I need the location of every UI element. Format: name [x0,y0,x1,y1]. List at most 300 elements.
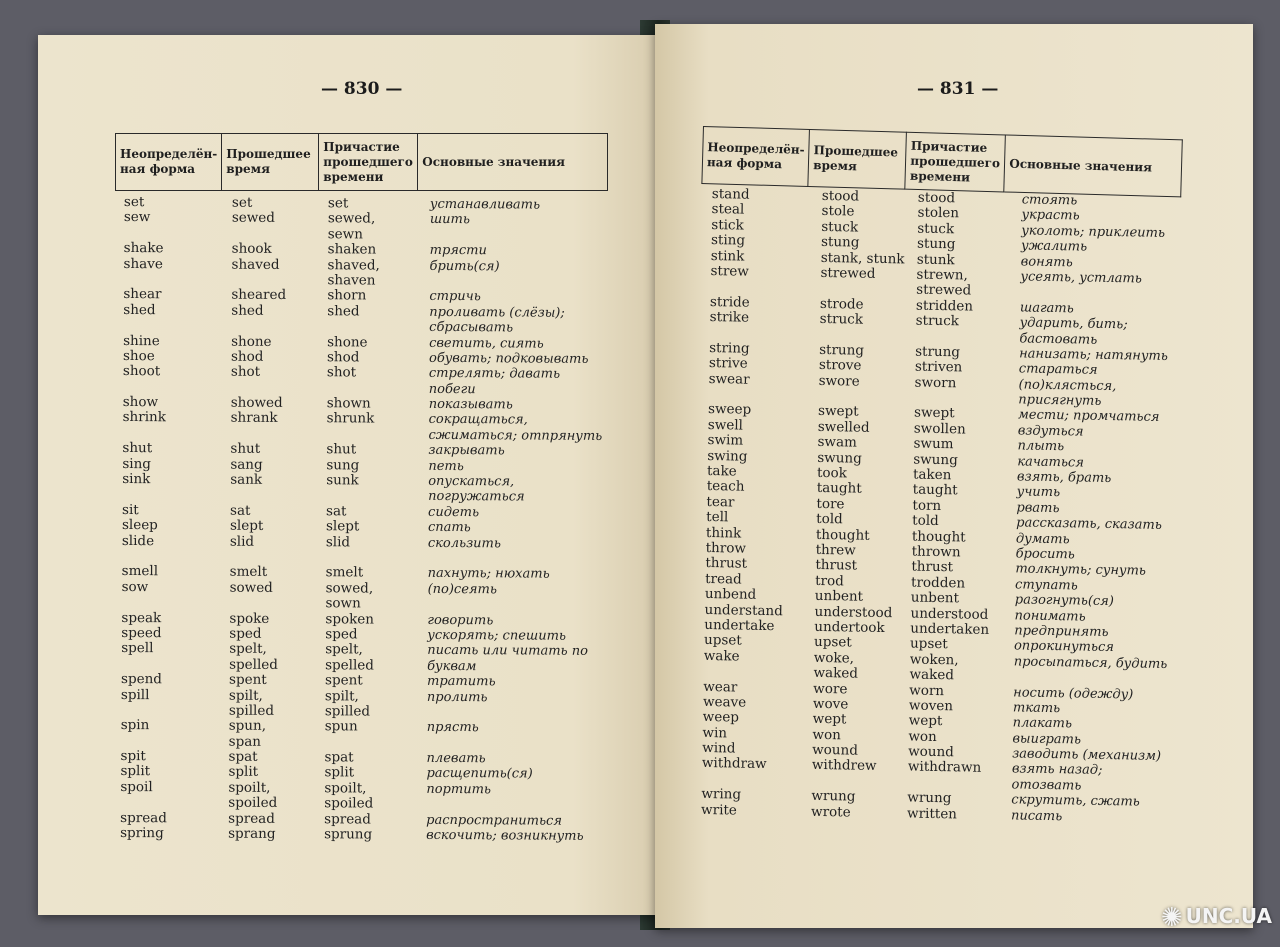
past-simple: told [816,511,843,528]
infinitive: write [700,801,738,819]
meaning: носить (одежду) [1013,684,1134,702]
past-participle: sown [325,595,361,612]
past-participle: spoken [325,610,375,628]
header-infinitive: Неопределён- ная форма [116,134,222,191]
past-participle: shed [327,302,360,320]
past-participle: sowed, [325,580,374,597]
header-past-simple: Прошедшее время [222,134,319,191]
past-simple: sank [230,471,263,488]
table-header [701,126,1182,197]
infinitive: upset [703,632,742,649]
meaning: стараться [1018,361,1098,379]
past-simple: thrust [815,557,858,574]
infinitive: sting [710,232,746,249]
meaning: качаться [1017,454,1085,471]
past-participle: spoilt, [324,780,367,797]
meaning: писать [1010,807,1063,824]
past-participle: thrust [911,558,954,576]
infinitive: swell [707,416,744,434]
meaning: погружаться [428,489,525,505]
past-simple: wept [812,711,847,728]
meaning: портить [426,781,492,798]
meaning: стрелять; давать [428,366,561,382]
infinitive: understand [704,601,783,619]
past-participle: spilt, [324,687,359,704]
past-participle: shaved, [327,256,380,274]
meaning: предпринять [1014,623,1109,640]
past-participle: stolen [917,204,960,222]
meaning: писать или читать по [427,643,589,660]
meaning: спать [427,520,471,536]
past-simple: sped [229,625,262,642]
meaning: заводить (механизм) [1012,746,1162,764]
infinitive: shine [123,332,160,349]
past-participle: slept [325,518,360,535]
past-participle: spoiled [324,795,374,812]
infinitive: smell [121,563,159,580]
past-participle: spelt, [325,641,363,658]
past-simple: struck [819,311,864,328]
meaning: (по)клясться, [1018,377,1117,394]
infinitive: set [123,194,145,211]
past-simple: shed [231,302,264,319]
past-simple: spilled [228,702,275,719]
past-participle: wept [908,712,943,730]
meaning: опрокинуться [1013,638,1115,656]
past-participle: stuck [917,220,955,238]
meaning: отозвать [1011,777,1082,794]
meaning: устанавливать [429,196,541,213]
infinitive: stink [710,247,745,265]
infinitive: shoe [122,347,155,365]
past-simple: waked [813,664,859,682]
meaning: расщепить(ся) [426,766,533,782]
meaning: проливать (слёзы); [429,304,565,321]
infinitive: wake [703,647,740,665]
infinitive: tear [706,493,735,511]
meaning: распространиться [426,812,563,829]
infinitive: shake [123,240,164,257]
meaning: плевать [426,750,486,767]
past-participle: spelled [325,656,375,674]
meaning: взять, брать [1016,469,1112,487]
infinitive: sing [122,455,152,472]
infinitive: string [709,339,750,357]
page-number: — 831 — [917,79,999,99]
past-simple: trod [815,572,844,590]
meaning: сидеть [428,504,480,520]
watermark [1161,903,1272,933]
meaning: шагать [1019,300,1074,317]
meaning: пахнуть; нюхать [427,566,550,582]
header-past-participle: Причастие прошедшего времени [905,132,1006,192]
meaning: просыпаться, будить [1013,654,1168,672]
past-participle: shaven [327,272,376,289]
past-simple: shone [231,333,272,350]
meaning: рвать [1016,500,1060,516]
past-participle: wrung [907,789,952,807]
meaning: показывать [428,396,513,413]
past-simple: span [228,733,262,750]
infinitive: unbend [704,586,757,603]
past-simple: spat [228,748,258,765]
meaning: плакать [1012,715,1073,732]
right-page [655,24,1253,928]
meaning: обувать; подковывать [428,350,589,367]
past-participle: sped [325,626,358,643]
meaning: тратить [426,673,496,690]
infinitive: shear [123,286,162,303]
past-simple: shook [231,240,272,258]
meaning: украсть [1021,207,1080,224]
past-simple: swore [818,372,860,390]
past-simple: spelt, [229,640,267,658]
past-participle: shaken [327,241,377,258]
past-simple: shaved [231,256,280,273]
infinitive: sow [121,578,149,595]
meaning: рассказать, сказать [1016,515,1162,534]
past-simple: swelled [817,418,870,436]
past-participle: stung [916,235,956,253]
past-simple: shrank [230,410,278,427]
infinitive: split [120,763,151,780]
past-participle: smelt [325,564,364,581]
past-simple: smelt [229,564,268,581]
past-participle: swung [913,451,958,468]
past-simple: wore [813,680,848,697]
meaning: брить(ся) [429,258,500,274]
infinitive: shut [122,440,153,457]
past-participle: spread [324,810,371,828]
meaning: закрывать [428,443,505,459]
meaning: вонять [1020,253,1073,270]
past-simple: stung [820,234,860,251]
infinitive: tread [705,570,742,588]
infinitive: spend [120,671,162,688]
infinitive: sweep [707,401,752,419]
meaning: стричь [429,289,481,305]
past-simple: spilt, [228,687,263,704]
past-participle: split [324,764,355,781]
meaning: мести; промчаться [1017,407,1160,426]
past-participle: spun [324,718,358,735]
past-simple: swept [817,403,859,421]
past-simple: wrote [810,803,851,821]
past-simple: slept [229,517,264,535]
meaning: сбрасывать [429,319,514,336]
past-participle: waked [909,666,955,684]
infinitive: shave [123,255,163,272]
infinitive: spread [120,809,167,826]
meaning: выиграть [1012,731,1082,748]
infinitive: wring [701,786,742,803]
meaning: говорить [427,612,494,628]
past-participle: spilled [324,703,371,720]
past-participle: won [908,728,937,745]
past-simple: sheared [231,287,287,304]
infinitive: stride [709,293,750,311]
past-simple: strung [819,341,865,359]
past-simple: spelled [229,656,279,673]
past-simple: sewed [231,210,276,227]
past-participle: stood [917,189,956,207]
meaning: усеять, устлать [1020,269,1142,287]
past-simple: strewed [820,264,876,282]
meaning: ударить, бить; [1019,315,1128,333]
infinitive: swim [707,432,744,449]
past-simple: spoilt, [228,779,271,796]
infinitive: spell [121,640,154,657]
infinitive: stick [711,216,744,234]
infinitive: take [706,462,737,480]
meaning: толкнуть; сунуть [1015,561,1147,580]
past-participle: slid [325,533,351,550]
past-simple: set [231,194,253,211]
past-participle: thought [911,528,966,546]
past-participle: understood [910,605,989,623]
past-participle: written [906,805,958,822]
past-simple: wrung [811,788,856,805]
infinitive: speak [121,609,162,626]
past-simple: swung [817,449,862,467]
infinitive: thrust [705,555,748,573]
meaning: петь [428,458,464,474]
past-simple: withdrew [811,757,877,775]
infinitive: swear [708,370,750,388]
meaning: уколоть; приклеить [1021,223,1166,241]
past-participle: stunk [916,251,955,268]
past-simple: strove [818,357,862,374]
past-simple: won [812,726,841,744]
past-participle: torn [912,497,942,514]
past-simple: wove [812,695,849,713]
past-participle: striven [914,358,963,376]
meaning: взять назад; [1011,761,1103,779]
past-participle: woven [908,697,954,715]
past-participle: strewed [916,281,972,299]
header-past-simple: Прошедшее время [808,129,907,189]
past-participle: sprung [324,826,373,843]
past-participle: strewn, [916,266,968,284]
header-meanings: Основные значения [1004,135,1182,197]
infinitive: throw [705,539,747,557]
past-participle: sat [326,503,347,520]
infinitive: sleep [121,517,158,534]
past-participle: spent [324,672,363,689]
infinitive: speed [121,624,162,642]
infinitive: tell [706,509,729,526]
header-past-participle: Причастие прошедшего времени [319,134,418,191]
meaning: вздуться [1017,423,1084,440]
meaning: скользить [427,535,502,551]
meaning: ступать [1014,577,1078,594]
verb-list [700,186,1169,824]
past-participle: undertaken [910,620,990,638]
past-simple: woke, [813,649,855,667]
past-simple: sang [230,456,263,473]
past-simple: undertook [814,618,885,637]
past-simple: shod [230,348,264,365]
past-participle: sunk [326,472,359,489]
past-participle: trodden [910,574,966,592]
meaning: пролить [426,689,488,705]
past-participle: swollen [913,420,966,438]
past-simple: split [228,764,259,781]
past-participle: taught [912,481,958,499]
past-participle: shone [327,333,368,351]
meaning: стоять [1021,192,1078,209]
past-simple: tore [816,495,845,513]
infinitive: wind [702,739,736,757]
meaning: понимать [1014,607,1086,625]
infinitive: withdraw [701,755,767,773]
past-simple: upset [813,634,852,651]
past-participle: shrunk [326,410,375,428]
meaning: учить [1016,484,1061,501]
past-simple: shot [230,363,261,381]
past-simple: stuck [821,218,859,236]
past-participle: sewed, [327,210,376,227]
past-participle: set [327,195,349,212]
sunburst-icon: ✺ [1160,903,1183,933]
past-simple: sowed [229,579,273,596]
past-participle: shot [326,364,357,381]
infinitive: strike [709,309,750,326]
infinitive: sew [123,209,151,226]
infinitive: swing [707,447,748,465]
verb-list [120,194,603,844]
past-participle: unbent [910,589,960,607]
past-simple: wound [812,741,859,759]
past-participle: shorn [327,287,367,304]
past-participle: strung [915,343,961,361]
infinitive: shed [123,301,156,318]
past-simple: strode [819,295,864,313]
past-simple: swam [817,434,858,451]
past-simple: stood [821,187,860,205]
header-infinitive: Неопределён- ная форма [702,127,810,187]
past-simple: sprang [228,825,276,842]
past-participle: struck [915,312,960,330]
infinitive: undertake [704,616,775,635]
past-participle: shown [326,395,371,412]
past-participle: thrown [911,543,961,561]
infinitive: spring [120,825,164,842]
infinitive: strew [710,262,750,280]
infinitive: spill [120,686,150,703]
header-meanings: Основные значения [418,134,608,191]
meaning: ткать [1012,700,1061,717]
past-simple: took [816,464,848,482]
past-participle: worn [909,682,945,699]
past-simple: stole [821,203,855,220]
past-simple: thought [815,526,870,544]
meaning: плыть [1017,438,1065,455]
past-participle: shut [326,441,357,458]
past-participle: sworn [914,374,957,391]
infinitive: wear [703,678,738,696]
table-header [115,133,608,191]
past-participle: spat [324,749,354,766]
infinitive: sit [122,501,139,518]
past-participle: sewn [327,226,363,243]
past-simple: shut [230,440,261,458]
infinitive: spit [120,748,146,765]
infinitive: teach [706,478,745,496]
meaning: думать [1015,530,1070,547]
infinitive: spin [120,717,150,734]
past-simple: threw [815,541,856,559]
meaning: сокращаться, [428,412,528,428]
meaning: побеги [428,381,476,397]
past-simple: showed [230,394,283,412]
infinitive: shoot [122,363,161,380]
past-simple: spread [228,810,275,827]
past-participle: taken [912,466,952,484]
past-simple: unbent [814,588,864,605]
infinitive: weave [702,693,747,711]
infinitive: slide [121,532,155,549]
meaning: разогнуть(ся) [1014,592,1115,610]
meaning: бросить [1015,546,1075,563]
past-participle: sung [326,456,360,474]
infinitive: win [702,724,728,742]
meaning: сжиматься; отпрянуть [428,427,603,444]
past-participle: upset [909,635,948,653]
meaning: вскочить; возникнуть [426,827,584,844]
past-simple: slid [229,533,255,550]
meaning: ужалить [1020,238,1088,255]
meaning: шить [429,212,470,228]
meaning: светить, сиять [429,335,544,352]
meaning: опускаться, [428,473,515,490]
past-simple: understood [814,603,893,621]
infinitive: steal [711,201,745,218]
past-simple: spun, [228,717,267,735]
past-participle: stridden [915,297,974,315]
infinitive: shrink [122,409,166,426]
infinitive: weep [702,709,740,726]
meaning: скрутить, сжать [1011,792,1140,810]
watermark-text: UNC.UA [1185,904,1272,928]
meaning: буквам [427,658,477,674]
past-simple: spoke [229,610,270,627]
infinitive: stand [711,186,750,203]
left-page [38,35,660,915]
infinitive: sink [122,471,151,488]
past-simple: spoiled [228,794,278,812]
meaning: бастовать [1019,330,1098,348]
past-participle: withdrawn [907,758,982,777]
past-participle: told [912,512,939,530]
infinitive: strive [708,355,748,372]
past-participle: wound [908,743,955,761]
meaning: (по)сеять [427,581,497,598]
infinitive: think [705,524,742,542]
meaning: нанизать; натянуть [1019,346,1169,364]
past-participle: swept [913,405,955,422]
infinitive: show [122,394,159,411]
past-simple: stank, stunk [820,249,905,267]
meaning: ускорять; спешить [427,627,567,644]
past-participle: woken, [909,651,959,669]
meaning: присягнуть [1018,392,1102,409]
meaning: трясти [429,243,487,259]
past-participle: swum [913,435,954,453]
past-participle: shod [326,349,360,366]
infinitive: spoil [120,778,153,796]
past-simple: taught [816,480,862,498]
